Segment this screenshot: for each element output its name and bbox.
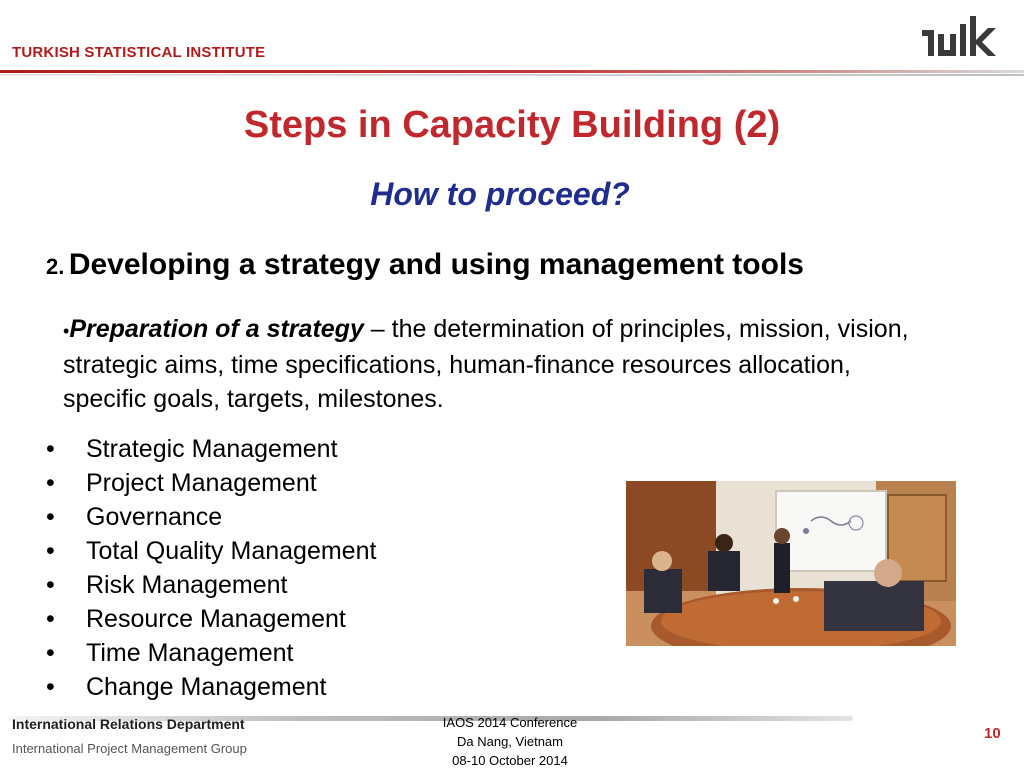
list-item-label: Risk Management xyxy=(86,571,288,599)
page-number: 10 xyxy=(984,725,1001,742)
step-title: Developing a strategy and using management tools xyxy=(68,248,804,281)
strategy-paragraph xyxy=(63,312,913,416)
list-item-label: Strategic Management xyxy=(86,435,338,463)
paragraph-text: – the determination of principles, mission, vision, strategic aims, time specifications, human-finance resources allocation, specific goals, targets, milestones. xyxy=(63,315,909,413)
list-item-label: Total Quality Management xyxy=(86,537,377,565)
step-heading xyxy=(46,248,804,282)
footer-group: International Project Management Group xyxy=(12,741,247,756)
footer-conference-info xyxy=(410,713,610,770)
paragraph-bullet: • xyxy=(63,321,70,341)
list-item-label: Governance xyxy=(86,503,223,531)
conference-name: IAOS 2014 Conference xyxy=(442,715,578,730)
list-item-label: Time Management xyxy=(86,639,294,667)
list-item xyxy=(46,432,376,466)
list-item xyxy=(46,568,376,602)
bullet-icon: • xyxy=(46,537,55,565)
header-divider-shadow xyxy=(0,74,1024,76)
list-item xyxy=(46,500,376,534)
conference-dates: 08-10 October 2014 xyxy=(452,753,568,768)
list-item xyxy=(46,602,376,636)
slide-subtitle: How to proceed? xyxy=(370,176,630,212)
conference-location: Da Nang, Vietnam xyxy=(457,734,563,749)
step-number: 2. xyxy=(46,254,65,279)
bullet-icon: • xyxy=(46,673,55,701)
bullet-icon: • xyxy=(46,503,55,531)
list-item-label: Project Management xyxy=(86,469,317,497)
bullet-icon: • xyxy=(46,435,55,463)
paragraph-emphasis: Preparation of a strategy xyxy=(69,315,364,343)
list-item-label: Change Management xyxy=(86,673,327,701)
management-tools-list xyxy=(46,432,376,704)
bullet-icon: • xyxy=(46,605,55,633)
meeting-photo xyxy=(626,481,956,646)
bullet-icon: • xyxy=(46,571,55,599)
tuik-logo-icon xyxy=(922,14,998,58)
slide-title: Steps in Capacity Building (2) xyxy=(243,104,781,146)
footer-department: International Relations Department xyxy=(12,716,245,732)
list-item xyxy=(46,466,376,500)
list-item xyxy=(46,636,376,670)
list-item xyxy=(46,670,376,704)
list-item-label: Resource Management xyxy=(86,605,346,633)
header-divider xyxy=(0,70,1024,73)
organization-name: TURKISH STATISTICAL INSTITUTE xyxy=(12,44,266,61)
list-item xyxy=(46,534,376,568)
bullet-icon: • xyxy=(46,639,55,667)
bullet-icon: • xyxy=(46,469,55,497)
